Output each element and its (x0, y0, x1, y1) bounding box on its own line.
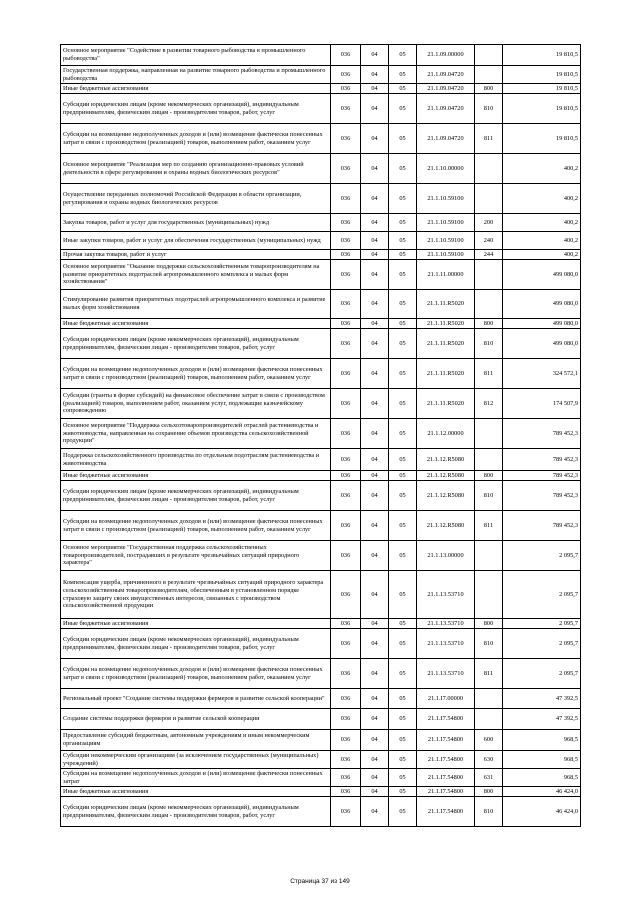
row-target-code: 21.1.11.R5020 (417, 329, 475, 359)
table-row (61, 359, 581, 389)
row-amount: 19 810,5 (503, 84, 581, 94)
row-amount: 47 392,5 (503, 689, 581, 709)
row-ministry: 036 (331, 250, 361, 260)
row-target-code: 21.1.13.00000 (417, 541, 475, 571)
row-ministry: 036 (331, 709, 361, 730)
row-amount: 499 080,0 (503, 260, 581, 290)
row-amount: 789 452,3 (503, 481, 581, 511)
row-amount: 19 810,5 (503, 45, 581, 66)
row-expense-type: 800 (475, 787, 503, 797)
row-expense-type: 200 (475, 214, 503, 232)
page-footer: Страница 37 из 149 (290, 878, 350, 885)
row-amount: 2 095,7 (503, 541, 581, 571)
row-subsection: 05 (389, 689, 417, 709)
row-amount: 19 810,5 (503, 94, 581, 124)
row-name: Создание системы поддержки фермеров и развитие сельской кооперации (61, 709, 331, 730)
row-section: 04 (361, 214, 389, 232)
row-subsection: 05 (389, 84, 417, 94)
row-expense-type (475, 709, 503, 730)
row-target-code: 21.1.10.59100 (417, 250, 475, 260)
row-expense-type (475, 66, 503, 84)
table-row (61, 290, 581, 319)
table-row (61, 571, 581, 619)
row-ministry: 036 (331, 471, 361, 481)
table-row (61, 629, 581, 659)
row-section: 04 (361, 449, 389, 471)
row-expense-type: 600 (475, 730, 503, 751)
row-subsection: 05 (389, 481, 417, 511)
row-subsection: 05 (389, 214, 417, 232)
row-amount: 19 810,5 (503, 66, 581, 84)
table-row (61, 709, 581, 730)
row-target-code: 21.1.I7.54800 (417, 751, 475, 769)
row-target-code: 21.1.09.00000 (417, 45, 475, 66)
row-expense-type: 630 (475, 751, 503, 769)
row-ministry: 036 (331, 154, 361, 184)
table-row (61, 730, 581, 751)
row-target-code: 21.1.09.04720 (417, 124, 475, 154)
row-subsection: 05 (389, 619, 417, 629)
row-section: 04 (361, 124, 389, 154)
row-section: 04 (361, 619, 389, 629)
row-ministry: 036 (331, 329, 361, 359)
row-subsection: 05 (389, 389, 417, 419)
row-ministry: 036 (331, 541, 361, 571)
row-expense-type: 800 (475, 84, 503, 94)
row-amount: 47 392,5 (503, 709, 581, 730)
row-subsection: 05 (389, 359, 417, 389)
row-name: Иные бюджетные ассигнования (61, 787, 331, 797)
row-target-code: 21.1.11.R5020 (417, 389, 475, 419)
row-section: 04 (361, 751, 389, 769)
row-subsection: 05 (389, 319, 417, 329)
row-target-code: 21.1.12.R5080 (417, 471, 475, 481)
row-amount: 499 080,0 (503, 319, 581, 329)
row-section: 04 (361, 797, 389, 827)
row-ministry: 036 (331, 184, 361, 214)
row-name: Субсидии на возмещение недополученных доходов и (или) возмещение фактически понесенных затрат в связи с производством (реализацией) товаров, выполнением работ, оказанием услуг (61, 659, 331, 689)
row-expense-type: 800 (475, 319, 503, 329)
table-row (61, 481, 581, 511)
row-target-code: 21.1.11.R5020 (417, 359, 475, 389)
table-row (61, 787, 581, 797)
row-subsection: 05 (389, 629, 417, 659)
row-expense-type: 240 (475, 232, 503, 250)
row-subsection: 05 (389, 571, 417, 619)
row-target-code: 21.1.10.59100 (417, 214, 475, 232)
row-section: 04 (361, 84, 389, 94)
row-name: Иные бюджетные ассигнования (61, 319, 331, 329)
row-subsection: 05 (389, 751, 417, 769)
row-section: 04 (361, 541, 389, 571)
row-subsection: 05 (389, 124, 417, 154)
row-ministry: 036 (331, 449, 361, 471)
row-name: Компенсация ущерба, причиненного в результате чрезвычайных ситуаций природного характера сельскохозяйственным товаропроизводителям, обеспеченным в установленном порядке страховую защиту своих имущественных интересов, связанных с производством сельскохозяйственной продукции (61, 571, 331, 619)
row-name: Субсидии юридическим лицам (кроме некоммерческих организаций), индивидуальным предпринимателям, физическим лицам - производителям товаров, работ, услуг (61, 797, 331, 827)
row-subsection: 05 (389, 290, 417, 319)
row-name: Основное мероприятие "Содействие в развитии товарного рыбоводства в промышленного рыбоводства" (61, 45, 331, 66)
table-row (61, 94, 581, 124)
row-expense-type: 811 (475, 659, 503, 689)
table-row (61, 250, 581, 260)
row-target-code: 21.1.12.R5080 (417, 511, 475, 541)
row-section: 04 (361, 232, 389, 250)
table-row (61, 184, 581, 214)
row-name: Поддержка сельскохозяйственного производства по отдельным подотраслям растениеводства и животноводства (61, 449, 331, 471)
row-name: Субсидии юридическим лицам (кроме некоммерческих организаций), индивидуальным предпринимателям, физическим лицам - производителям товаров, работ, услуг (61, 629, 331, 659)
row-section: 04 (361, 769, 389, 787)
row-section: 04 (361, 94, 389, 124)
row-ministry: 036 (331, 389, 361, 419)
row-section: 04 (361, 45, 389, 66)
row-expense-type: 631 (475, 769, 503, 787)
row-name: Прочая закупка товаров, работ и услуг (61, 250, 331, 260)
row-target-code: 21.1.11.00000 (417, 260, 475, 290)
row-subsection: 05 (389, 541, 417, 571)
table-row (61, 541, 581, 571)
row-section: 04 (361, 511, 389, 541)
row-amount: 968,5 (503, 730, 581, 751)
row-subsection: 05 (389, 730, 417, 751)
row-ministry: 036 (331, 689, 361, 709)
row-subsection: 05 (389, 659, 417, 689)
row-name: Закупка товаров, работ и услуг для государственных (муниципальных) нужд (61, 214, 331, 232)
row-section: 04 (361, 319, 389, 329)
row-subsection: 05 (389, 260, 417, 290)
row-expense-type: 800 (475, 619, 503, 629)
row-subsection: 05 (389, 449, 417, 471)
table-row (61, 124, 581, 154)
row-subsection: 05 (389, 66, 417, 84)
row-target-code: 21.1.11.R5020 (417, 290, 475, 319)
row-subsection: 05 (389, 787, 417, 797)
table-row (61, 319, 581, 329)
row-amount: 789 452,3 (503, 449, 581, 471)
row-amount: 789 452,3 (503, 471, 581, 481)
row-target-code: 21.1.12.R5080 (417, 449, 475, 471)
row-target-code: 21.1.13.53710 (417, 619, 475, 629)
row-section: 04 (361, 250, 389, 260)
row-section: 04 (361, 709, 389, 730)
row-expense-type (475, 290, 503, 319)
row-expense-type: 811 (475, 124, 503, 154)
row-target-code: 21.1.13.53710 (417, 571, 475, 619)
row-subsection: 05 (389, 232, 417, 250)
row-target-code: 21.1.12.R5080 (417, 481, 475, 511)
row-ministry: 036 (331, 419, 361, 449)
row-section: 04 (361, 329, 389, 359)
row-subsection: 05 (389, 329, 417, 359)
row-target-code: 21.1.11.R5020 (417, 319, 475, 329)
row-subsection: 05 (389, 94, 417, 124)
row-amount: 2 095,7 (503, 659, 581, 689)
table-row (61, 769, 581, 787)
row-ministry: 036 (331, 45, 361, 66)
table-row (61, 449, 581, 471)
row-expense-type (475, 45, 503, 66)
row-ministry: 036 (331, 751, 361, 769)
row-subsection: 05 (389, 45, 417, 66)
row-expense-type (475, 689, 503, 709)
row-section: 04 (361, 689, 389, 709)
row-subsection: 05 (389, 471, 417, 481)
row-expense-type: 810 (475, 94, 503, 124)
row-ministry: 036 (331, 629, 361, 659)
row-ministry: 036 (331, 481, 361, 511)
row-amount: 46 424,0 (503, 787, 581, 797)
row-target-code: 21.1.I7.54800 (417, 769, 475, 787)
row-name: Субсидии юридическим лицам (кроме некоммерческих организаций), индивидуальным предпринимателям, физическим лицам - производителям товаров, работ, услуг (61, 481, 331, 511)
row-subsection: 05 (389, 769, 417, 787)
row-target-code: 21.1.I7.54800 (417, 787, 475, 797)
row-section: 04 (361, 571, 389, 619)
row-ministry: 036 (331, 290, 361, 319)
row-name: Субсидии юридическим лицам (кроме некоммерческих организаций), индивидуальным предпринимателям, физическим лицам - производителям товаров, работ, услуг (61, 94, 331, 124)
row-target-code: 21.1.09.04720 (417, 84, 475, 94)
row-target-code: 21.1.13.53710 (417, 629, 475, 659)
table-row (61, 471, 581, 481)
row-name: Субсидии (гранты в форме субсидий) на финансовое обеспечение затрат в связи с производством (реализацией) товаров, выполнением работ, оказанием услуг, подлежащие казначейскому сопровождению (61, 389, 331, 419)
table-row (61, 45, 581, 66)
row-target-code: 21.1.I7.54800 (417, 797, 475, 827)
table-row (61, 511, 581, 541)
table-row (61, 419, 581, 449)
row-name: Субсидии на возмещение недополученных доходов и (или) возмещение фактически понесенных затрат (61, 769, 331, 787)
row-section: 04 (361, 260, 389, 290)
table-row (61, 214, 581, 232)
row-amount: 789 452,3 (503, 419, 581, 449)
row-expense-type: 810 (475, 629, 503, 659)
row-target-code: 21.1.10.00000 (417, 154, 475, 184)
row-name: Иные бюджетные ассигнования (61, 84, 331, 94)
row-expense-type (475, 541, 503, 571)
row-subsection: 05 (389, 154, 417, 184)
row-amount: 46 424,0 (503, 797, 581, 827)
row-section: 04 (361, 154, 389, 184)
row-target-code: 21.1.I7.54800 (417, 730, 475, 751)
row-ministry: 036 (331, 94, 361, 124)
row-expense-type (475, 449, 503, 471)
row-expense-type (475, 419, 503, 449)
row-ministry: 036 (331, 319, 361, 329)
row-target-code: 21.1.10.59100 (417, 184, 475, 214)
row-amount: 968,5 (503, 769, 581, 787)
row-target-code: 21.1.13.53710 (417, 659, 475, 689)
row-name: Иные бюджетные ассигнования (61, 619, 331, 629)
row-target-code: 21.1.09.04720 (417, 66, 475, 84)
row-target-code: 21.1.10.59100 (417, 232, 475, 250)
table-row (61, 751, 581, 769)
table-row (61, 619, 581, 629)
row-amount: 968,5 (503, 751, 581, 769)
row-name: Субсидии на возмещение недополученных доходов и (или) возмещение фактически понесенных затрат в связи с производством (реализацией) товаров, выполнением работ, оказанием услуг (61, 359, 331, 389)
table-row (61, 797, 581, 827)
table-row (61, 260, 581, 290)
row-name: Иные бюджетные ассигнования (61, 471, 331, 481)
row-section: 04 (361, 66, 389, 84)
row-name: Основное мероприятие "Государственная поддержка сельскохозяйственных товаропроизводителей, пострадавших в результате чрезвычайных ситуаций природного характера" (61, 541, 331, 571)
row-expense-type (475, 571, 503, 619)
row-amount: 400,2 (503, 214, 581, 232)
row-subsection: 05 (389, 511, 417, 541)
row-amount: 2 095,7 (503, 571, 581, 619)
row-ministry: 036 (331, 84, 361, 94)
row-amount: 324 572,1 (503, 359, 581, 389)
row-section: 04 (361, 184, 389, 214)
row-target-code: 21.1.I7.54800 (417, 709, 475, 730)
row-section: 04 (361, 389, 389, 419)
row-expense-type: 812 (475, 389, 503, 419)
table-row (61, 689, 581, 709)
row-ministry: 036 (331, 511, 361, 541)
row-name: Основное мероприятие "Поддержка сельхозтоваропроизводителей отраслей растениеводства и животноводства, направленная на сохранение объемов производства сельскохозяйственной продукции" (61, 419, 331, 449)
row-target-code: 21.1.12.00000 (417, 419, 475, 449)
row-section: 04 (361, 419, 389, 449)
row-amount: 789 452,3 (503, 511, 581, 541)
row-expense-type: 800 (475, 471, 503, 481)
row-amount: 400,2 (503, 184, 581, 214)
budget-table (60, 44, 581, 827)
table-row (61, 329, 581, 359)
row-amount: 174 507,9 (503, 389, 581, 419)
row-ministry: 036 (331, 769, 361, 787)
row-amount: 400,2 (503, 232, 581, 250)
row-name: Иные закупки товаров, работ и услуг для обеспечения государственных (муниципальных) нужд (61, 232, 331, 250)
row-ministry: 036 (331, 730, 361, 751)
row-ministry: 036 (331, 787, 361, 797)
row-name: Основное мероприятие "Реализация мер по созданию организационно-правовых условий деятельности в сфере регулирования и охраны водных биологических ресурсов" (61, 154, 331, 184)
row-name: Основное мероприятие "Оказание поддержки сельскохозяйственным товаропроизводителям на развитие приоритетных подотраслей агропромышленного комплекса и малых форм хозяйствования" (61, 260, 331, 290)
row-expense-type: 244 (475, 250, 503, 260)
row-amount: 2 095,7 (503, 629, 581, 659)
row-subsection: 05 (389, 709, 417, 730)
row-name: Стимулирование развития приоритетных подотраслей агропромышленного комплекса и развитие малых форм хозяйствования (61, 290, 331, 319)
row-amount: 400,2 (503, 154, 581, 184)
row-subsection: 05 (389, 797, 417, 827)
row-ministry: 036 (331, 619, 361, 629)
row-name: Предоставление субсидий бюджетным, автономным учреждениям и иным некоммерческим организациям (61, 730, 331, 751)
row-section: 04 (361, 659, 389, 689)
row-name: Государственная поддержка, направленная на развитие товарного рыбоводства и промышленного рыбоводства (61, 66, 331, 84)
row-expense-type: 810 (475, 797, 503, 827)
row-ministry: 036 (331, 571, 361, 619)
row-subsection: 05 (389, 184, 417, 214)
row-section: 04 (361, 471, 389, 481)
table-row (61, 659, 581, 689)
row-target-code: 21.1.I7.00000 (417, 689, 475, 709)
row-subsection: 05 (389, 419, 417, 449)
row-name: Субсидии юридическим лицам (кроме некоммерческих организаций), индивидуальным предпринимателям, физическим лицам - производителям товаров, работ, услуг (61, 329, 331, 359)
row-ministry: 036 (331, 124, 361, 154)
table-row (61, 389, 581, 419)
row-section: 04 (361, 730, 389, 751)
row-expense-type (475, 184, 503, 214)
row-name: Осуществление переданных полномочий Российской Федерации в области организации, регулирования и охраны водных биологических ресурсов (61, 184, 331, 214)
row-name: Субсидии некоммерческим организациям (за исключением государственных (муниципальных) учреждений) (61, 751, 331, 769)
row-section: 04 (361, 629, 389, 659)
row-target-code: 21.1.09.04720 (417, 94, 475, 124)
row-section: 04 (361, 290, 389, 319)
row-expense-type: 811 (475, 511, 503, 541)
row-amount: 400,2 (503, 250, 581, 260)
row-ministry: 036 (331, 66, 361, 84)
row-amount: 499 080,0 (503, 329, 581, 359)
row-name: Субсидии на возмещение недополученных доходов и (или) возмещение фактически понесенных затрат в связи с производством (реализацией) товаров, выполнением работ, оказанием услуг (61, 124, 331, 154)
row-expense-type (475, 154, 503, 184)
row-ministry: 036 (331, 214, 361, 232)
budget-rows (61, 45, 581, 827)
row-expense-type: 810 (475, 481, 503, 511)
table-row (61, 154, 581, 184)
row-ministry: 036 (331, 659, 361, 689)
row-name: Субсидии на возмещение недополученных доходов и (или) возмещение фактически понесенных затрат в связи с производством (реализацией) товаров, выполнением работ, оказанием услуг (61, 511, 331, 541)
row-section: 04 (361, 787, 389, 797)
row-expense-type (475, 260, 503, 290)
table-row (61, 84, 581, 94)
row-name: Региональный проект "Создание системы поддержки фермеров и развитие сельской кооперации" (61, 689, 331, 709)
row-subsection: 05 (389, 250, 417, 260)
row-ministry: 036 (331, 797, 361, 827)
table-row (61, 66, 581, 84)
row-section: 04 (361, 481, 389, 511)
row-amount: 19 810,5 (503, 124, 581, 154)
row-ministry: 036 (331, 232, 361, 250)
row-amount: 499 080,0 (503, 290, 581, 319)
row-section: 04 (361, 359, 389, 389)
row-expense-type: 810 (475, 329, 503, 359)
row-amount: 2 095,7 (503, 619, 581, 629)
table-row (61, 232, 581, 250)
row-ministry: 036 (331, 260, 361, 290)
row-ministry: 036 (331, 359, 361, 389)
row-expense-type: 811 (475, 359, 503, 389)
